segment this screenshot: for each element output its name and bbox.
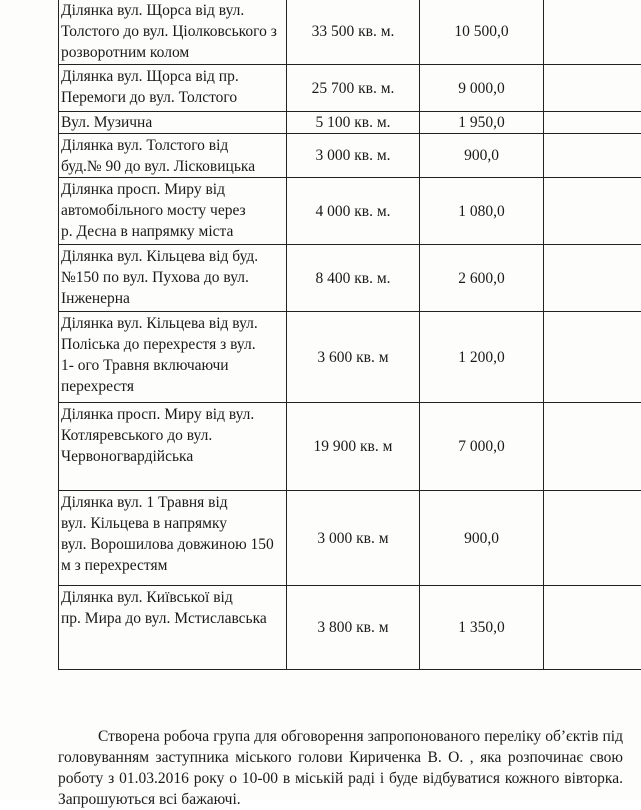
table-row <box>59 134 641 178</box>
road-section-cell <box>59 491 287 586</box>
cost-cell: 900,0 <box>420 134 544 178</box>
table-row <box>59 0 641 65</box>
road-section-name: Ділянка просп. Миру від автомобільного мосту через р. Десна в напрямку міста <box>61 179 284 242</box>
closing-paragraph: Створена робоча група для обговорення запропонованого переліку об’єктів під головуванням заступника міського голови Кириченка В. О. , яка розпочинає свою роботу з 01.03.2016 року о 10-00 в міській раді і буде відбуватися кожного вівторка. Запрошуються всі бажаючі. <box>58 726 623 810</box>
road-section-name: Ділянка вул. Київської від пр. Мира до вул. Мстиславська <box>61 587 284 629</box>
note-cell <box>544 178 641 245</box>
area-cell: 33 500 кв. м. <box>287 0 420 65</box>
road-section-cell <box>59 112 287 134</box>
road-section-name: Ділянка просп. Миру від вул. Котляревського до вул. Червоногвардійська <box>61 404 284 467</box>
area-cell: 4 000 кв. м. <box>287 178 420 245</box>
road-section-cell <box>59 134 287 178</box>
table-row <box>59 178 641 245</box>
table-row <box>59 586 641 670</box>
area-cell: 19 900 кв. м <box>287 403 420 491</box>
cost-cell: 900,0 <box>420 491 544 586</box>
cost-cell: 1 080,0 <box>420 178 544 245</box>
note-cell <box>544 312 641 403</box>
area-cell: 3 000 кв. м <box>287 491 420 586</box>
road-section-cell <box>59 65 287 112</box>
road-section-name: Ділянка вул. Кільцева від вул. Поліська до перехрестя з вул. 1- ого Травня включаючи перехрестя <box>61 313 284 397</box>
road-section-name: Ділянка вул. Кільцева від буд. №150 по вул. Пухова до вул. Інженерна <box>61 246 284 309</box>
cost-cell: 1 200,0 <box>420 312 544 403</box>
cost-cell: 9 000,0 <box>420 65 544 112</box>
road-section-cell <box>59 245 287 312</box>
road-section-cell <box>59 586 287 670</box>
cost-cell: 7 000,0 <box>420 403 544 491</box>
note-cell <box>544 403 641 491</box>
table-row <box>59 403 641 491</box>
road-section-name: Ділянка вул. Толстого від буд.№ 90 до вул. Лісковицька <box>61 135 284 177</box>
table-row <box>59 491 641 586</box>
table-row <box>59 312 641 403</box>
area-cell: 8 400 кв. м. <box>287 245 420 312</box>
note-cell <box>544 112 641 134</box>
road-section-name: Вул. Музична <box>61 112 284 133</box>
area-cell: 5 100 кв. м. <box>287 112 420 134</box>
road-section-name: Ділянка вул. Щорса від пр. Перемоги до вул. Толстого <box>61 66 284 108</box>
table-row <box>59 112 641 134</box>
note-cell <box>544 491 641 586</box>
road-section-name: Ділянка вул. Щорса від вул. Толстого до вул. Ціолковського з розворотним колом <box>61 0 284 63</box>
road-repair-table <box>58 0 641 670</box>
note-cell <box>544 65 641 112</box>
table-row <box>59 65 641 112</box>
note-cell <box>544 0 641 65</box>
note-cell <box>544 586 641 670</box>
road-section-name: Ділянка вул. 1 Травня від вул. Кільцева в напрямку вул. Ворошилова довжиною 150 м з перехрестям <box>61 492 284 576</box>
area-cell: 3 000 кв. м. <box>287 134 420 178</box>
area-cell: 3 600 кв. м <box>287 312 420 403</box>
area-cell: 25 700 кв. м. <box>287 65 420 112</box>
road-section-cell <box>59 312 287 403</box>
area-cell: 3 800 кв. м <box>287 586 420 670</box>
cost-cell: 2 600,0 <box>420 245 544 312</box>
cost-cell: 10 500,0 <box>420 0 544 65</box>
cost-cell: 1 350,0 <box>420 586 544 670</box>
note-cell <box>544 134 641 178</box>
road-section-cell <box>59 178 287 245</box>
note-cell <box>544 245 641 312</box>
road-section-cell <box>59 403 287 491</box>
cost-cell: 1 950,0 <box>420 112 544 134</box>
table-row <box>59 245 641 312</box>
table-body <box>59 0 641 670</box>
road-section-cell <box>59 0 287 65</box>
